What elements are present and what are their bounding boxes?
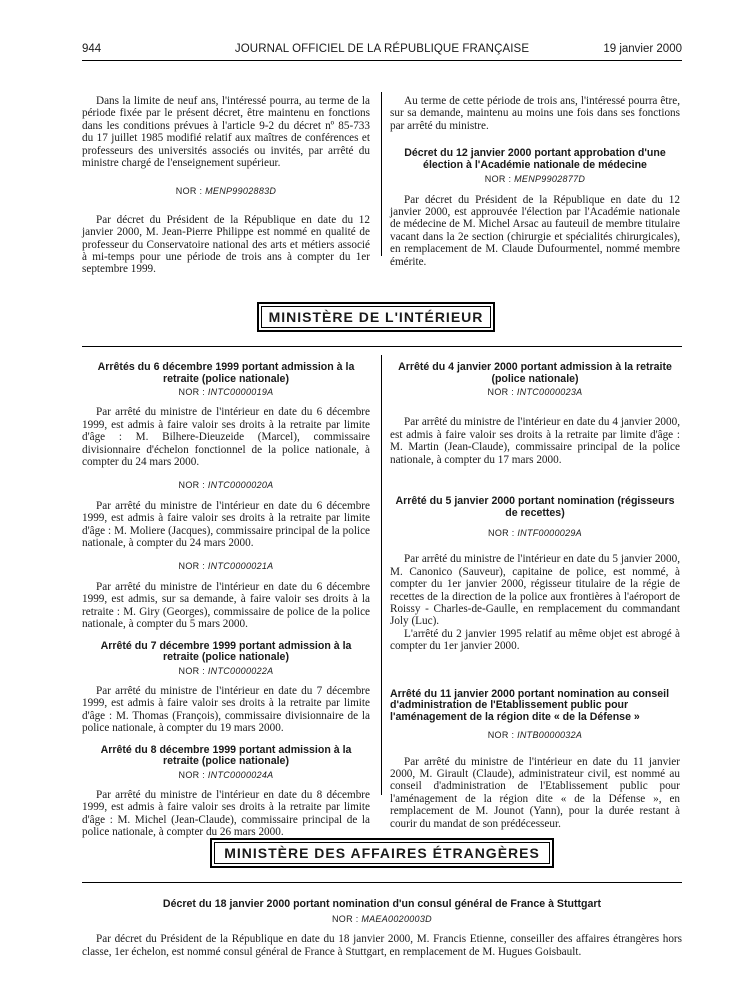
nor-reference: NOR : INTC0000024A bbox=[178, 769, 274, 780]
nor-reference: NOR : MAEA0020003D bbox=[332, 913, 432, 924]
paragraph: Au terme de cette période de trois ans, l'intéressé pourra être, sur sa demande, maintenu au moins une fois dans ses fonctions par arrêté du ministre. bbox=[390, 95, 680, 132]
paragraph: Par arrêté du ministre de l'intérieur en date du 4 janvier 2000, est admis à faire valoir ses droits à la retraite par limite d'âge : M. Martin (Jean-Claude), commissaire principal de la police nationale, à compter du 17 mars 2000. bbox=[390, 416, 680, 466]
paragraph: Par arrêté du ministre de l'intérieur en date du 11 janvier 2000, M. Girault (Claude), administrateur civil, est nommé au conseil d'administration de l'Etablissement public pour l'aménagement de la région dite « de la Défense », en remplacement de M. Jounot (Yann), pour la durée restant à courir du mandat de son prédécesseur. bbox=[390, 755, 680, 830]
nor-reference: NOR : INTC0000019A bbox=[178, 387, 274, 397]
running-header bbox=[82, 43, 682, 59]
paragraph: Par décret du Président de la République en date du 12 janvier 2000, M. Jean-Pierre Philippe est nommé en qualité de professeur du Conservatoire national des arts et métiers associé à mi-temps pour une période de trois ans à compter du 1er septembre 1999. bbox=[82, 213, 370, 276]
nor-reference: NOR : INTC0000021A bbox=[178, 561, 274, 572]
ministry-heading: MINISTÈRE DE L'INTÉRIEUR bbox=[257, 302, 495, 332]
column-divider bbox=[381, 92, 382, 256]
paragraph: Par arrêté du ministre de l'intérieur en date du 8 décembre 1999, est admis à faire valoir ses droits à la retraite par limite d'âge : M. Michel (Jean-Claude), commissaire principal de la police nationale, à compter du 26 mars 2000. bbox=[82, 788, 370, 839]
top-right-column bbox=[390, 95, 680, 268]
section-title: Arrêté du 7 décembre 1999 portant admission à la retraite (police nationale) bbox=[100, 639, 352, 663]
affaires-section bbox=[82, 899, 682, 958]
nor-reference: NOR : INTC0000022A bbox=[178, 665, 274, 676]
top-left-column bbox=[82, 95, 370, 276]
journal-title: JOURNAL OFFICIEL DE LA RÉPUBLIQUE FRANÇAISE bbox=[234, 43, 530, 55]
nor-reference: NOR : INTC0000020A bbox=[178, 480, 274, 491]
paragraph: Par arrêté du ministre de l'intérieur en date du 6 décembre 1999, est admis à faire valoir ses droits à la retraite par limite d'âge : M. Bilhere-Dieuzeide (Marcel), commissaire divisionnaire d'échelon fonctionnel de la police nationale, à compter du 24 mars 2000. bbox=[82, 406, 370, 469]
section-title: Arrêtés du 6 décembre 1999 portant admission à la retraite (police nationale) bbox=[97, 361, 355, 385]
page-number: 944 bbox=[82, 43, 102, 55]
ministry-heading: MINISTÈRE DES AFFAIRES ÉTRANGÈRES bbox=[210, 838, 554, 868]
interieur-right-column bbox=[390, 362, 680, 830]
paragraph: L'arrêté du 2 janvier 1995 relatif au même objet est abrogé à compter du 1er janvier 2000. bbox=[390, 627, 680, 653]
issue-date: 19 janvier 2000 bbox=[603, 43, 682, 55]
paragraph: Par décret du Président de la République en date du 12 janvier 2000, est approuvée l'élection par l'Académie nationale de médecine de M. Michel Arsac au fauteuil de membre titulaire vacant dans la 2e section (chirurgie et spécialités chirurgicales), en remplacement de M. Claude Dufourmentel, nommé membre émérite. bbox=[390, 193, 680, 268]
nor-reference: NOR : MENP9902877D bbox=[484, 174, 586, 185]
paragraph: Par arrêté du ministre de l'intérieur en date du 5 janvier 2000, M. Canonico (Sauveur), capitaine de police, est nommé, à compter du 1er janvier 2000, régisseur titulaire de la régie de recettes de la direction de la police aux frontières à l'aéroport de Roissy - Charles-de-Gaulle, en remplacement du commandant Joly (Luc). bbox=[390, 553, 680, 628]
paragraph: Par arrêté du ministre de l'intérieur en date du 6 décembre 1999, est admis à faire valoir ses droits à la retraite par limite d'âge : M. Moliere (Jacques), commissaire principal de la police nationale, à compter du 24 mars 2000. bbox=[82, 499, 370, 550]
nor-reference: NOR : INTC0000023A bbox=[487, 387, 583, 397]
section-title: Décret du 12 janvier 2000 portant approbation d'une élection à l'Académie nationale de médecine bbox=[404, 147, 666, 171]
nor-reference: NOR : MENP9902883D bbox=[175, 186, 277, 197]
paragraph: Par décret du Président de la République en date du 18 janvier 2000, M. Francis Etienne, conseiller des affaires étrangères hors classe, 1er échelon, est nommé consul général de France à Stuttgart, en remplacement de M. Hugues Goisbault. bbox=[82, 933, 682, 958]
paragraph: Dans la limite de neuf ans, l'intéressé pourra, au terme de la période fixée par le présent décret, être maintenu en fonctions dans les conditions prévues à l'article 9-2 du décret nº 85-733 du 17 juillet 1985 modifié relatif aux maîtres de conférences et professeurs des universités associés ou invités, par arrêté du ministre chargé de l'enseignement supérieur. bbox=[82, 95, 370, 170]
paragraph: Par arrêté du ministre de l'intérieur en date du 6 décembre 1999, est admis, sur sa demande, à faire valoir ses droits à la retraite : M. Giry (Georges), commissaire de police de la police nationale, à compter du 5 mars 2000. bbox=[82, 580, 370, 631]
section-title: Arrêté du 4 janvier 2000 portant admission à la retraite (police nationale) bbox=[398, 361, 672, 385]
section-rule bbox=[82, 882, 682, 883]
nor-reference: NOR : INTB0000032A bbox=[487, 730, 583, 741]
column-divider bbox=[381, 355, 382, 795]
paragraph: Par arrêté du ministre de l'intérieur en date du 7 décembre 1999, est admis à faire valoir ses droits à la retraite par limite d'âge : M. Thomas (François), commissaire divisionnaire de la police nationale, à compter du 19 mars 2000. bbox=[82, 684, 370, 735]
section-title: Arrêté du 11 janvier 2000 portant nomination au conseil d'administration de l'Etablissement public pour l'aménagement de la région dite « de la Défense » bbox=[390, 687, 670, 723]
interieur-left-column bbox=[82, 362, 370, 839]
section-rule bbox=[82, 346, 682, 347]
header-rule bbox=[82, 60, 682, 61]
section-title: Décret du 18 janvier 2000 portant nomination d'un consul général de France à Stuttgart bbox=[162, 898, 602, 910]
section-title: Arrêté du 5 janvier 2000 portant nomination (régisseurs de recettes) bbox=[395, 495, 675, 519]
section-title: Arrêté du 8 décembre 1999 portant admission à la retraite (police nationale) bbox=[100, 743, 352, 768]
nor-reference: NOR : INTF0000029A bbox=[488, 528, 582, 539]
